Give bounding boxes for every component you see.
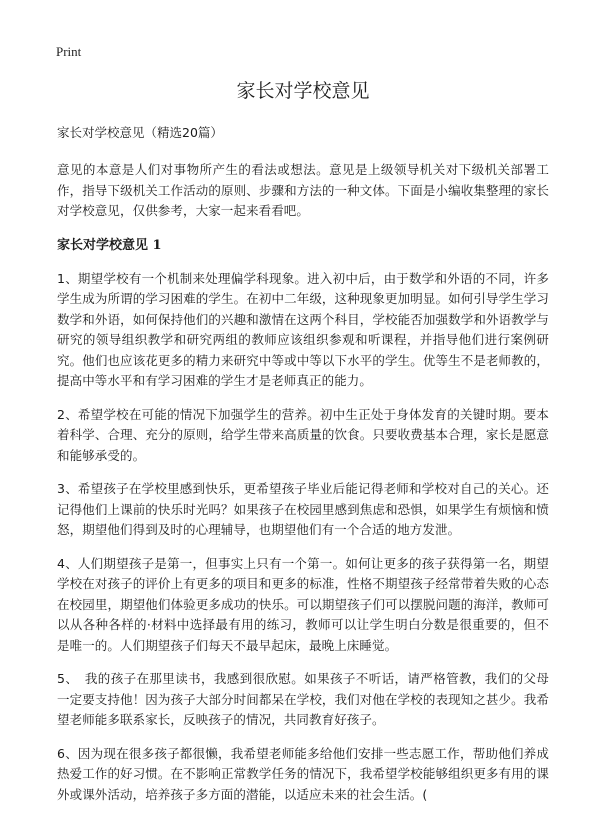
paragraph-1: 1、期望学校有一个机制来处理偏学科现象。进入初中后，由于数学和外语的不同，许多学生成为所谓的学习困难的学生。在初中二年级，这种现象更加明显。如何引导学生学习数学和外语，如何保持他们的兴趣和激情在这两个科目，学校能否加强数学和外语教学与研究的领导组织教学和研究两组的教师应该组织参观和听课程，并指导他们进行案例研究。他们也应该花更多的精力来研究中等或中等以下水平的学生。优等生不是老师教的，提高中等水平和有学习困难的学生才是老师真正的能力。 <box>57 270 549 388</box>
paragraph-5: 5、 我的孩子在那里读书，我感到很欣慰。如果孩子不听话，请严格管教，我们的父母一定要支持他！因为孩子大部分时间都呆在学校，我们对他在学校的表现知之甚少。我希望老师能多联系家长，反映孩子的情况，共同教育好孩子。 <box>57 671 549 727</box>
intro-paragraph: 意见的本意是人们对事物所产生的看法或想法。意见是上级领导机关对下级机关部署工作，指导下级机关工作活动的原则、步骤和方法的一种文体。下面是小编收集整理的家长对学校意见，仅供参考，大家一起来看看吧。 <box>57 162 549 218</box>
document-subtitle: 家长对学校意见（精选20篇） <box>57 125 223 140</box>
paragraph-6: 6、因为现在很多孩子都很懒，我希望老师能多给他们安排一些志愿工作，帮助他们养成热爱工作的好习惯。在不影响正常教学任务的情况下，我希望学校能够组织更多有用的课外或课外活动，培养孩子多方面的潜能，以适应未来的社会生活。( <box>57 745 549 802</box>
paragraph-2: 2、希望学校在可能的情况下加强学生的营养。初中生正处于身体发育的关键时期。要本着科学、合理、充分的原则，给学生带来高质量的饮食。只要收费基本合理，家长是愿意和能够承受的。 <box>57 406 549 463</box>
print-link[interactable]: Print <box>56 44 82 59</box>
paragraph-4: 4、人们期望孩子是第一，但事实上只有一个第一。如何让更多的孩子获得第一名，期望学校在对孩子的评价上有更多的项目和更多的标准，性格不期望孩子经常带着失败的心态在校园里，期望他们体验更多成功的快乐。可以期望孩子们可以摆脱问题的海洋，教师可以从各种各样的·材料中选择最有用的练习，教师可以让学生明白分数是很重要的，但不是唯一的。人们期望孩子们每天不最早起床，最晚上床睡觉。 <box>57 555 549 653</box>
document-page <box>57 78 549 818</box>
paragraph-3: 3、希望孩子在学校里感到快乐，更希望孩子毕业后能记得老师和学校对自己的关心。还记得他们上课前的快乐时光吗？如果孩子在校园里感到焦虑和恐惧，如果学生有烦恼和愤怒，期望他们得到及时的心理辅导，也期望他们有一个合适的地方发泄。 <box>57 481 549 537</box>
page-title: 家长对学校意见 <box>236 80 370 102</box>
section-heading: 家长对学校意见 1 <box>57 237 162 253</box>
